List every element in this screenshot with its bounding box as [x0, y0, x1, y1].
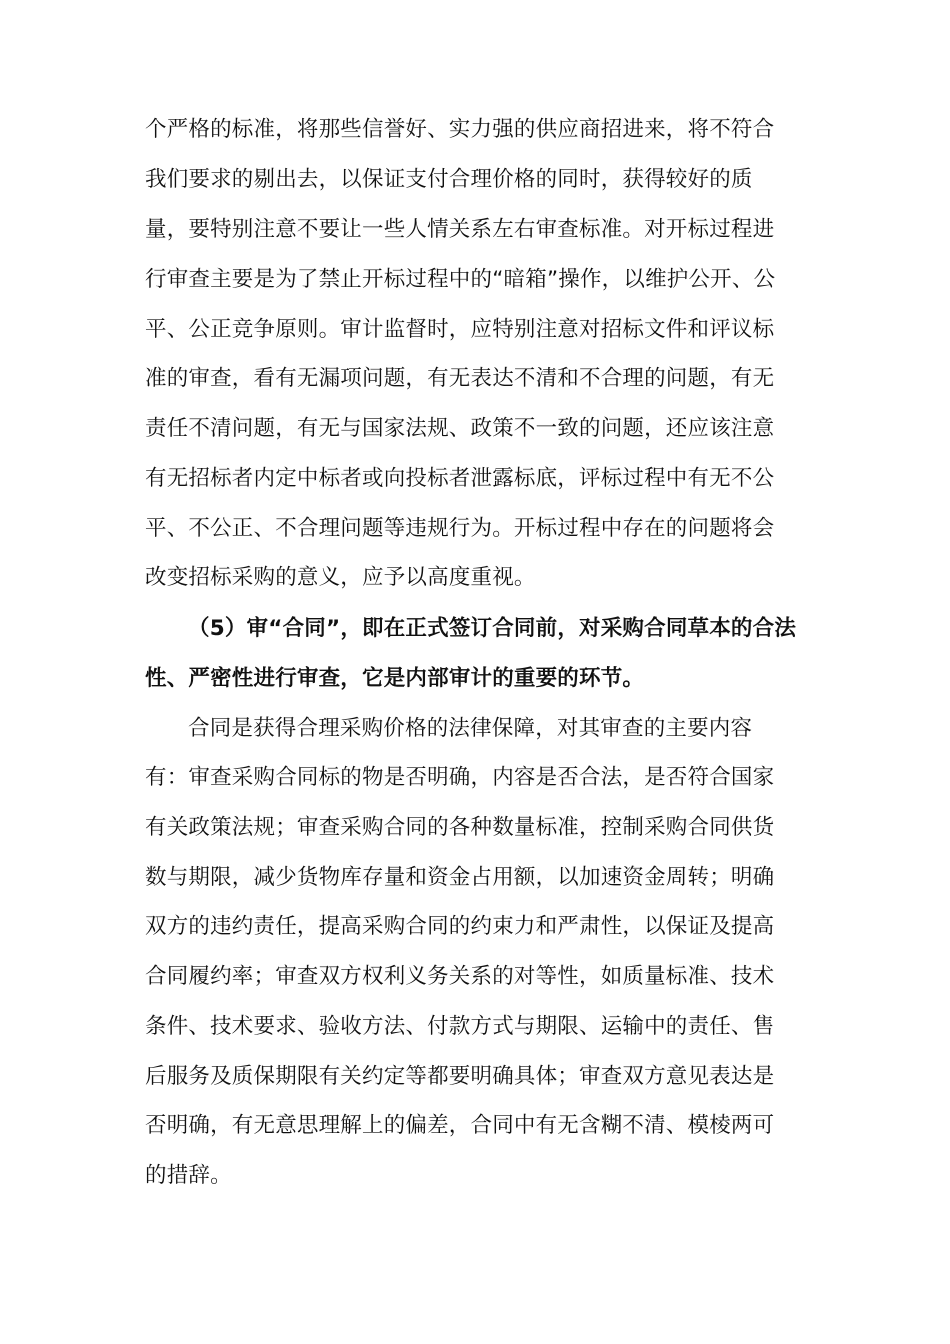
text-line: 准的审查，看有无漏项问题，有无表达不清和不合理的问题，有无: [145, 366, 775, 391]
text-line: 否明确，有无意思理解上的偏差，合同中有无含糊不清、模棱两可: [145, 1113, 775, 1138]
text-line: 有关政策法规；审查采购合同的各种数量标准，控制采购合同供货: [145, 815, 775, 840]
text-line: 有：审查采购合同标的物是否明确，内容是否合法，是否符合国家: [145, 765, 775, 790]
text-line: 平、公正竞争原则。审计监督时，应特别注意对招标文件和评议标: [145, 317, 775, 342]
text-line: 责任不清问题，有无与国家法规、政策不一致的问题，还应该注意: [145, 416, 775, 441]
text-line: 我们要求的剔出去，以保证支付合理价格的同时，获得较好的质: [145, 167, 753, 192]
text-line: 有无招标者内定中标者或向投标者泄露标底，评标过程中有无不公: [145, 466, 775, 491]
text-line: 个严格的标准，将那些信誉好、实力强的供应商招进来，将不符合: [145, 117, 775, 142]
text-line: 后服务及质保期限有关约定等都要明确具体；审查双方意见表达是: [145, 1064, 775, 1089]
text-line: 合同是获得合理采购价格的法律保障，对其审查的主要内容: [188, 716, 753, 741]
text-line: 改变招标采购的意义，应予以高度重视。: [145, 565, 536, 590]
text-line: 双方的违约责任，提高采购合同的约束力和严肃性，以保证及提高: [145, 914, 775, 939]
text-line: 量，要特别注意不要让一些人情关系左右审查标准。对开标过程进: [145, 217, 775, 242]
text-line: 的措辞。: [145, 1163, 232, 1188]
heading-line: （5）审“合同”，即在正式签订合同前，对采购合同草本的合法: [188, 616, 797, 641]
text-line: 合同履约率；审查双方权利义务关系的对等性，如质量标准、技术: [145, 964, 775, 989]
text-line: 数与期限，减少货物库存量和资金占用额，以加速资金周转；明确: [145, 865, 775, 890]
text-line: 平、不公正、不合理问题等违规行为。开标过程中存在的问题将会: [145, 516, 775, 541]
heading-line: 性、严密性进行审查，它是内部审计的重要的环节。: [145, 666, 645, 691]
text-line: 条件、技术要求、验收方法、付款方式与期限、运输中的责任、售: [145, 1014, 775, 1039]
text-line: 行审查主要是为了禁止开标过程中的“暗箱”操作，以维护公开、公: [145, 267, 776, 292]
